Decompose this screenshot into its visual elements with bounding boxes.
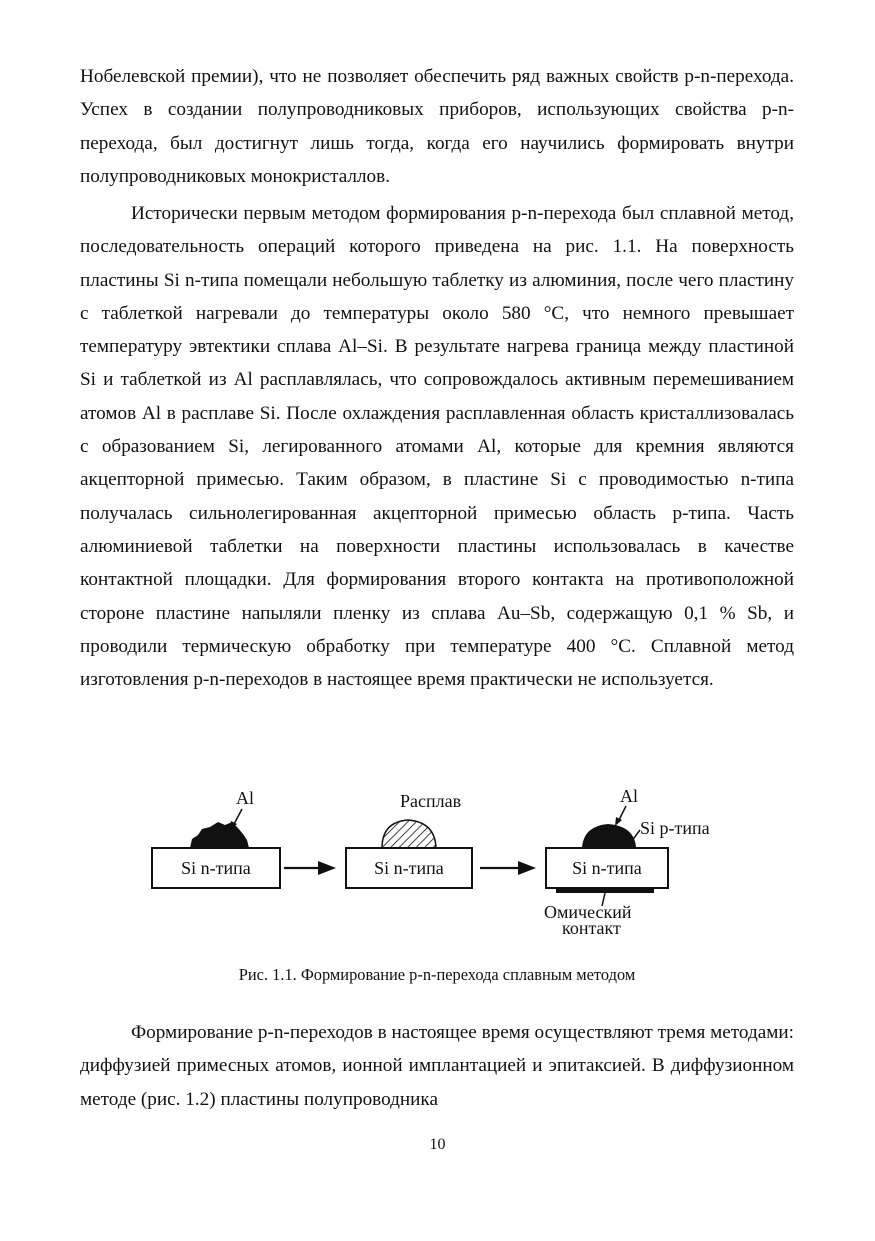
process-arrowhead-2 (518, 861, 536, 875)
alloy-method-diagram (150, 782, 810, 942)
arrowhead-al-2 (615, 817, 622, 826)
wafer-1-label: Si n-типа (181, 858, 251, 878)
label-al-2: Al (620, 786, 638, 806)
figure-1-1 (150, 782, 810, 942)
page-number: 10 (429, 1136, 446, 1153)
paragraph-1: Нобелевской премии), что не позволяет обеспечить ряд важных свойств p-n-перехода. Успех в создании полупроводниковых приборов, использующих свойства p-n-перехода, был достигнут лишь тогда, когда его научились формировать внутри полупроводниковых монокристаллов. (80, 66, 794, 187)
label-p-type: Si p-типа (640, 818, 710, 838)
label-ohmic-2: контакт (562, 918, 621, 938)
paragraph-2: Исторически первым методом формирования p-n-перехода был сплавной метод, последовательность операций которого приведена на рис. 1.1. На поверхность пластины Si n-типа помещали небольшую таблетку из алюминия, после чего пластину с таблеткой нагревали до температуры около 580 °С, что немного превышает температуру эвтектики сплава Al–Si. В результате нагрева граница между пластиной Si и таблеткой из Al расплавлялась, что сопровождалось активным перемешиванием атомов Al в расплаве Si. После охлаждения расплавленная область кристаллизовалась с образованием Si, легированного атомами Al, которые для кремния являются акцепторной примесью. Таким образом, в пластине Si с проводимостью n-типа получалась сильнолегированная акцепторной примесью область p-типа. Часть алюминиевой таблетки на поверхности пластины использовалась в качестве контактной площадки. Для формирования второго контакта на противоположной стороне пластине напыляли пленку из сплава Au–Sb, содержащую 0,1 % Sb, и проводили термическую обработку при температуре 400 °С. Сплавной метод изготовления p-n-переходов в настоящее время практически не используется. (80, 203, 794, 691)
al-pellet-1 (190, 822, 249, 848)
figure-caption: Рис. 1.1. Формирование p-n-перехода сплавным методом (238, 965, 636, 984)
paragraph-3: Формирование p-n-переходов в настоящее время осуществляют тремя методами: диффузией примесных атомов, ионной имплантацией и эпитаксией. В диффузионном методе (рис. 1.2) пластины полупроводника (80, 1022, 794, 1110)
label-ohmic-1: Омический (544, 902, 632, 922)
wafer-3-label: Si n-типа (572, 858, 642, 878)
al-contact-dome (582, 824, 636, 847)
wafer-2-label: Si n-типа (374, 858, 444, 878)
label-al-1: Al (236, 788, 254, 808)
ohmic-contact-film (556, 888, 654, 893)
melt-dome (382, 820, 436, 848)
process-arrowhead-1 (318, 861, 336, 875)
label-melt: Расплав (400, 791, 462, 811)
